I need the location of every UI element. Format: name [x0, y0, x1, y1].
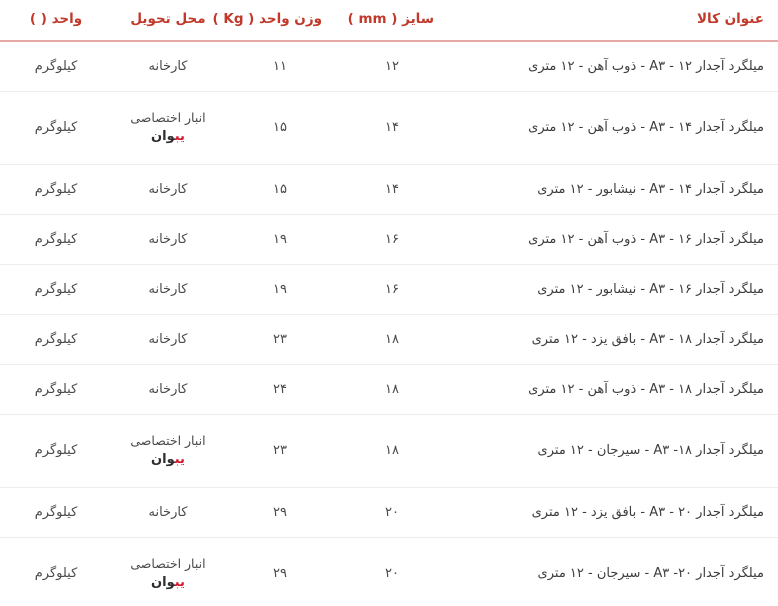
delivery-place-text: کارخانه — [148, 381, 188, 397]
table-row[interactable] — [0, 41, 778, 92]
cell-size: ۲۰ — [336, 537, 448, 606]
brand-logo-dark-part: وان — [151, 452, 175, 468]
table-row[interactable] — [0, 487, 778, 537]
cell-product-title[interactable]: میلگرد آجدار ۱۲ - A۳ - ذوب آهن - ۱۲ متری — [448, 41, 778, 92]
cell-unit-weight: ۲۳ — [224, 314, 336, 364]
private-warehouse-label — [126, 555, 210, 593]
cell-unit-weight: ۱۱ — [224, 41, 336, 92]
brand-logo-dark-part: وان — [151, 575, 175, 591]
brand-logo-dark-part: وان — [151, 129, 175, 145]
cell-product-title[interactable]: میلگرد آجدار ۱۶ - A۳ - نیشابور - ۱۲ متری — [448, 264, 778, 314]
table-header-row — [0, 0, 778, 41]
cell-delivery-place — [112, 314, 224, 364]
cell-unit-weight: ۱۹ — [224, 264, 336, 314]
column-header-title[interactable]: عنوان کالا — [448, 0, 778, 41]
cell-unit: کیلوگرم — [0, 487, 112, 537]
cell-unit: کیلوگرم — [0, 164, 112, 214]
table-row[interactable] — [0, 364, 778, 414]
column-header-unit[interactable]: واحد ( ) — [0, 0, 112, 41]
cell-size: ۱۸ — [336, 414, 448, 487]
cell-size: ۱۲ — [336, 41, 448, 92]
cell-size: ۱۴ — [336, 92, 448, 165]
table-row[interactable] — [0, 537, 778, 606]
table-row[interactable] — [0, 214, 778, 264]
cell-unit: کیلوگرم — [0, 214, 112, 264]
cell-product-title[interactable]: میلگرد آجدار ۱۸ - A۳ - ذوب آهن - ۱۲ متری — [448, 364, 778, 414]
cell-delivery-place — [112, 214, 224, 264]
cell-product-title[interactable]: میلگرد آجدار ۲۰ - A۳ - بافق یزد - ۱۲ متری — [448, 487, 778, 537]
table-row[interactable] — [0, 414, 778, 487]
delivery-place-text: کارخانه — [148, 59, 188, 74]
table-row[interactable] — [0, 92, 778, 165]
cell-product-title[interactable]: میلگرد آجدار ۱۶ - A۳ - ذوب آهن - ۱۲ متری — [448, 214, 778, 264]
cell-product-title[interactable]: میلگرد آجدار ۱۴ - A۳ - نیشابور - ۱۲ متری — [448, 164, 778, 214]
column-header-delivery-place[interactable]: محل تحویل — [112, 0, 224, 41]
cell-delivery-place — [112, 537, 224, 606]
cell-delivery-place — [112, 364, 224, 414]
cell-unit-weight: ۲۹ — [224, 537, 336, 606]
brand-logo-red-part: یب — [174, 575, 185, 591]
cell-size: ۱۶ — [336, 264, 448, 314]
cell-delivery-place — [112, 92, 224, 165]
delivery-place-text: کارخانه — [148, 331, 188, 347]
private-warehouse-label — [126, 432, 210, 470]
delivery-place-text: کارخانه — [148, 504, 188, 520]
cell-delivery-place — [112, 264, 224, 314]
column-header-weight[interactable]: وزن واحد ( Kg ) — [224, 0, 336, 41]
cell-unit-weight: ۱۹ — [224, 214, 336, 264]
cell-unit: کیلوگرم — [0, 264, 112, 314]
delivery-place-text: کارخانه — [148, 231, 188, 247]
cell-unit-weight: ۱۵ — [224, 92, 336, 165]
cell-unit-weight: ۲۳ — [224, 414, 336, 487]
cell-unit: کیلوگرم — [0, 414, 112, 487]
cell-product-title[interactable]: میلگرد آجدار ۱۸ - A۳ - بافق یزد - ۱۲ متری — [448, 314, 778, 364]
cell-unit: کیلوگرم — [0, 314, 112, 364]
cell-unit: کیلوگرم — [0, 364, 112, 414]
brand-logo-text — [126, 451, 210, 470]
private-warehouse-label — [126, 109, 210, 147]
cell-size: ۲۰ — [336, 487, 448, 537]
cell-product-title[interactable]: میلگرد آجدار ۱۸- A۳ - سیرجان - ۱۲ متری — [448, 414, 778, 487]
table-row[interactable] — [0, 264, 778, 314]
table-row[interactable] — [0, 164, 778, 214]
cell-size: ۱۶ — [336, 214, 448, 264]
table-row[interactable] — [0, 314, 778, 364]
brand-logo-red-part: یب — [174, 129, 185, 145]
cell-delivery-place — [112, 414, 224, 487]
table-body — [0, 41, 778, 606]
delivery-place-text: کارخانه — [148, 181, 188, 197]
cell-unit-weight: ۲۴ — [224, 364, 336, 414]
table-header — [0, 0, 778, 41]
delivery-place-text: انبار اختصاصی — [130, 110, 206, 125]
cell-delivery-place — [112, 41, 224, 92]
column-header-size[interactable]: سایز ( mm ) — [336, 0, 448, 41]
brand-logo-red-part: یب — [174, 452, 185, 468]
cell-unit: کیلوگرم — [0, 92, 112, 165]
cell-size: ۱۴ — [336, 164, 448, 214]
cell-delivery-place — [112, 164, 224, 214]
cell-delivery-place — [112, 487, 224, 537]
delivery-place-text: کارخانه — [148, 281, 188, 297]
brand-logo-text — [126, 574, 210, 593]
cell-unit-weight: ۲۹ — [224, 487, 336, 537]
cell-product-title[interactable]: میلگرد آجدار ۱۴ - A۳ - ذوب آهن - ۱۲ متری — [448, 92, 778, 165]
cell-unit: کیلوگرم — [0, 41, 112, 92]
cell-unit: کیلوگرم — [0, 537, 112, 606]
cell-size: ۱۸ — [336, 314, 448, 364]
cell-product-title[interactable]: میلگرد آجدار ۲۰- A۳ - سیرجان - ۱۲ متری — [448, 537, 778, 606]
brand-logo-text — [126, 128, 210, 147]
delivery-place-text: انبار اختصاصی — [130, 555, 206, 571]
cell-size: ۱۸ — [336, 364, 448, 414]
cell-unit-weight: ۱۵ — [224, 164, 336, 214]
delivery-place-text: انبار اختصاصی — [130, 432, 206, 448]
